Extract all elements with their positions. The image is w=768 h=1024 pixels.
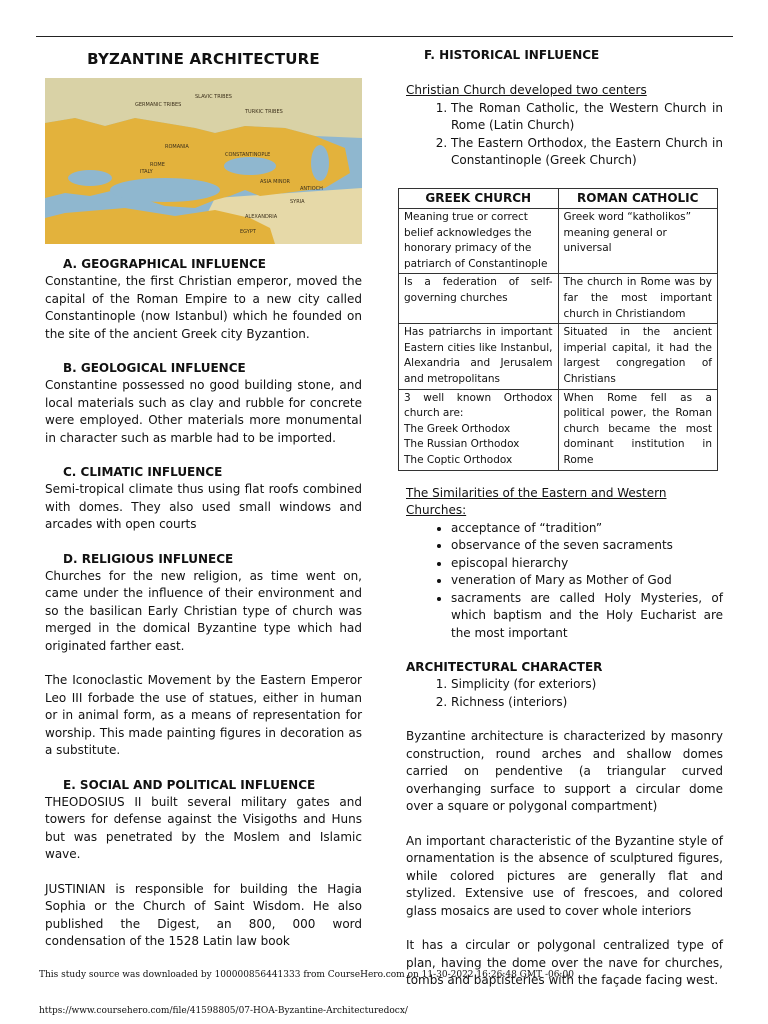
cell-line: The Russian Orthodox — [404, 438, 520, 451]
paragraph: The Iconoclastic Movement by the Eastern Emperor Leo III forbade the use of statues, either in human or in animal form, as a means of representation for worship. This made painting figures in decoration as a substitute. — [45, 673, 362, 757]
list-item: 1. The Roman Catholic, the Western Church in Rome (Latin Church) — [451, 100, 723, 135]
table-cell: Is a federation of self-governing churches — [399, 274, 559, 324]
cell-line: The Greek Orthodox — [404, 422, 511, 435]
table-cell: The church in Rome was by far the most important church in Christiandom — [558, 274, 718, 324]
map-label: ROME — [150, 162, 165, 168]
list-item: • acceptance of “tradition” — [451, 520, 723, 538]
section-heading: ARCHITECTURAL CHARACTER — [406, 660, 603, 675]
map-label: ROMANIA — [165, 144, 189, 150]
section-heading: B. GEOLOGICAL INFLUENCE — [63, 361, 246, 375]
paragraph: Churches for the new religion, as time went on, came under the influence of their environment and so the basilican Early Christian type of church was merged in the domical Byzantine type which had originated farther east. — [45, 568, 362, 653]
cell-line: The Coptic Orthodox — [404, 454, 513, 466]
list-item: • veneration of Mary as Mother of God — [451, 572, 723, 590]
section-heading: D. RELIGIOUS INFLUNECE — [63, 551, 234, 566]
map-label: TURKIC TRIBES — [245, 109, 283, 115]
table-cell: Meaning true or correct belief acknowledges the honorary primacy of the patriarch of Constantinople — [399, 209, 559, 274]
table-cell — [399, 389, 559, 470]
list-item: • sacraments are called Holy Mysteries, of which baptism and the Holy Eucharist are the most important — [451, 590, 723, 643]
list-item: 2. Richness (interiors) — [451, 694, 723, 712]
table-row — [399, 274, 718, 324]
byzantine-empire-map — [45, 78, 362, 244]
list-item: • episcopal hierarchy — [451, 555, 723, 573]
table-row — [399, 324, 718, 389]
subheading: Christian Church developed two centers — [406, 83, 647, 97]
table-cell: Has patriarchs in important Eastern cities like Instanbul, Alexandria and Jerusalem and metropolitans — [399, 324, 559, 389]
paragraph: Constantine possessed no good building stone, and local materials such as clay and rubble for concrete were employed. Other materials more monumental in character such as marble had to be imported. — [45, 378, 362, 445]
section-heading: A. GEOGRAPHICAL INFLUENCE — [63, 257, 267, 271]
map-label: SLAVIC TRIBES — [195, 94, 232, 100]
table-cell: When Rome fell as a political power, the Roman church became the most dominant institution in Rome — [558, 389, 718, 470]
map-label: GERMANIC TRIBES — [135, 102, 182, 108]
map-label: CONSTANTINOPLE — [225, 152, 271, 158]
page-title: BYZANTINE ARCHITECTURE — [87, 50, 320, 68]
left-column — [45, 40, 362, 951]
paragraph: An important characteristic of the Byzantine style of ornamentation is the absence of sculptured figures, while colored pictures are generally flat and stylized. Extensive use of frescoes, and colored glass mosaics are used to cover whole interiors — [406, 833, 723, 918]
paragraph: JUSTINIAN is responsible for building the Hagia Sophia or the Church of Saint Wisdom. He also published the Digest, an 800, 000 word condensation of the 1528 Latin law book — [45, 881, 362, 948]
section-heading: F. HISTORICAL INFLUENCE — [424, 48, 600, 62]
map-label: ANTIOCH — [300, 186, 323, 192]
paragraph: Byzantine architecture is characterized by masonry construction, round arches and shallow domes carried on pendentive (a triangular curved overhanging surface to support a circular dome over a square or polygonal compartment) — [406, 729, 723, 814]
list-item: • observance of the seven sacraments — [451, 537, 723, 555]
subheading: The Similarities of the Eastern and Western Churches: — [406, 485, 667, 518]
map-label: EGYPT — [240, 229, 256, 235]
download-notice: This study source was downloaded by 100000856441333 from CourseHero.com on 11-30-2022 16:26:48 GMT -06:00 — [39, 970, 574, 980]
list-item: 2. The Eastern Orthodox, the Eastern Church in Constantinople (Greek Church) — [451, 135, 723, 170]
table-row — [399, 209, 718, 274]
cell-line: 3 well known Orthodox church are: — [404, 391, 553, 420]
top-rule — [36, 36, 733, 37]
list-item: 1. Simplicity (for exteriors) — [451, 676, 723, 694]
comparison-table — [398, 188, 718, 471]
table-row — [399, 389, 718, 470]
arch-list — [406, 676, 723, 711]
map-label: ASIA MINOR — [260, 179, 291, 185]
paragraph: It has a circular or polygonal centralized type of plan, having the dome over the nave for churches, tombs and baptisteries with the façade facing west. — [406, 938, 723, 988]
table-cell: Greek word “katholikos” meaning general or universal — [558, 209, 718, 274]
map-label: SYRIA — [290, 199, 305, 205]
source-url[interactable]: https://www.coursehero.com/file/41598805/07-HOA-Byzantine-Architecturedocx/ — [39, 1006, 408, 1016]
section-heading: E. SOCIAL AND POLITICAL INFLUENCE — [63, 777, 316, 792]
similarities-list — [406, 520, 723, 643]
right-column — [406, 40, 723, 990]
table-header: GREEK CHURCH — [399, 188, 559, 209]
map-label: ALEXANDRIA — [245, 214, 278, 220]
table-header: ROMAN CATHOLIC — [558, 188, 718, 209]
section-heading: C. CLIMATIC INFLUENCE — [63, 465, 223, 479]
centers-list — [406, 100, 723, 170]
paragraph: THEODOSIUS II built several military gates and towers for defense against the Visigoths and Huns but was penetrated by the Moslem and Islamic wave. — [45, 794, 362, 861]
map-label: ITALY — [140, 169, 153, 175]
paragraph: Constantine, the first Christian emperor, moved the capital of the Roman Empire to a new city called Constantinople (now Istanbul) which he founded on the site of the ancient Greek city Byzantion. — [45, 274, 362, 341]
paragraph: Semi-tropical climate thus using flat roofs combined with domes. They also used small windows and arcades with open courts — [45, 482, 362, 531]
table-cell: Situated in the ancient imperial capital, it had the largest congregation of Christians — [558, 324, 718, 389]
